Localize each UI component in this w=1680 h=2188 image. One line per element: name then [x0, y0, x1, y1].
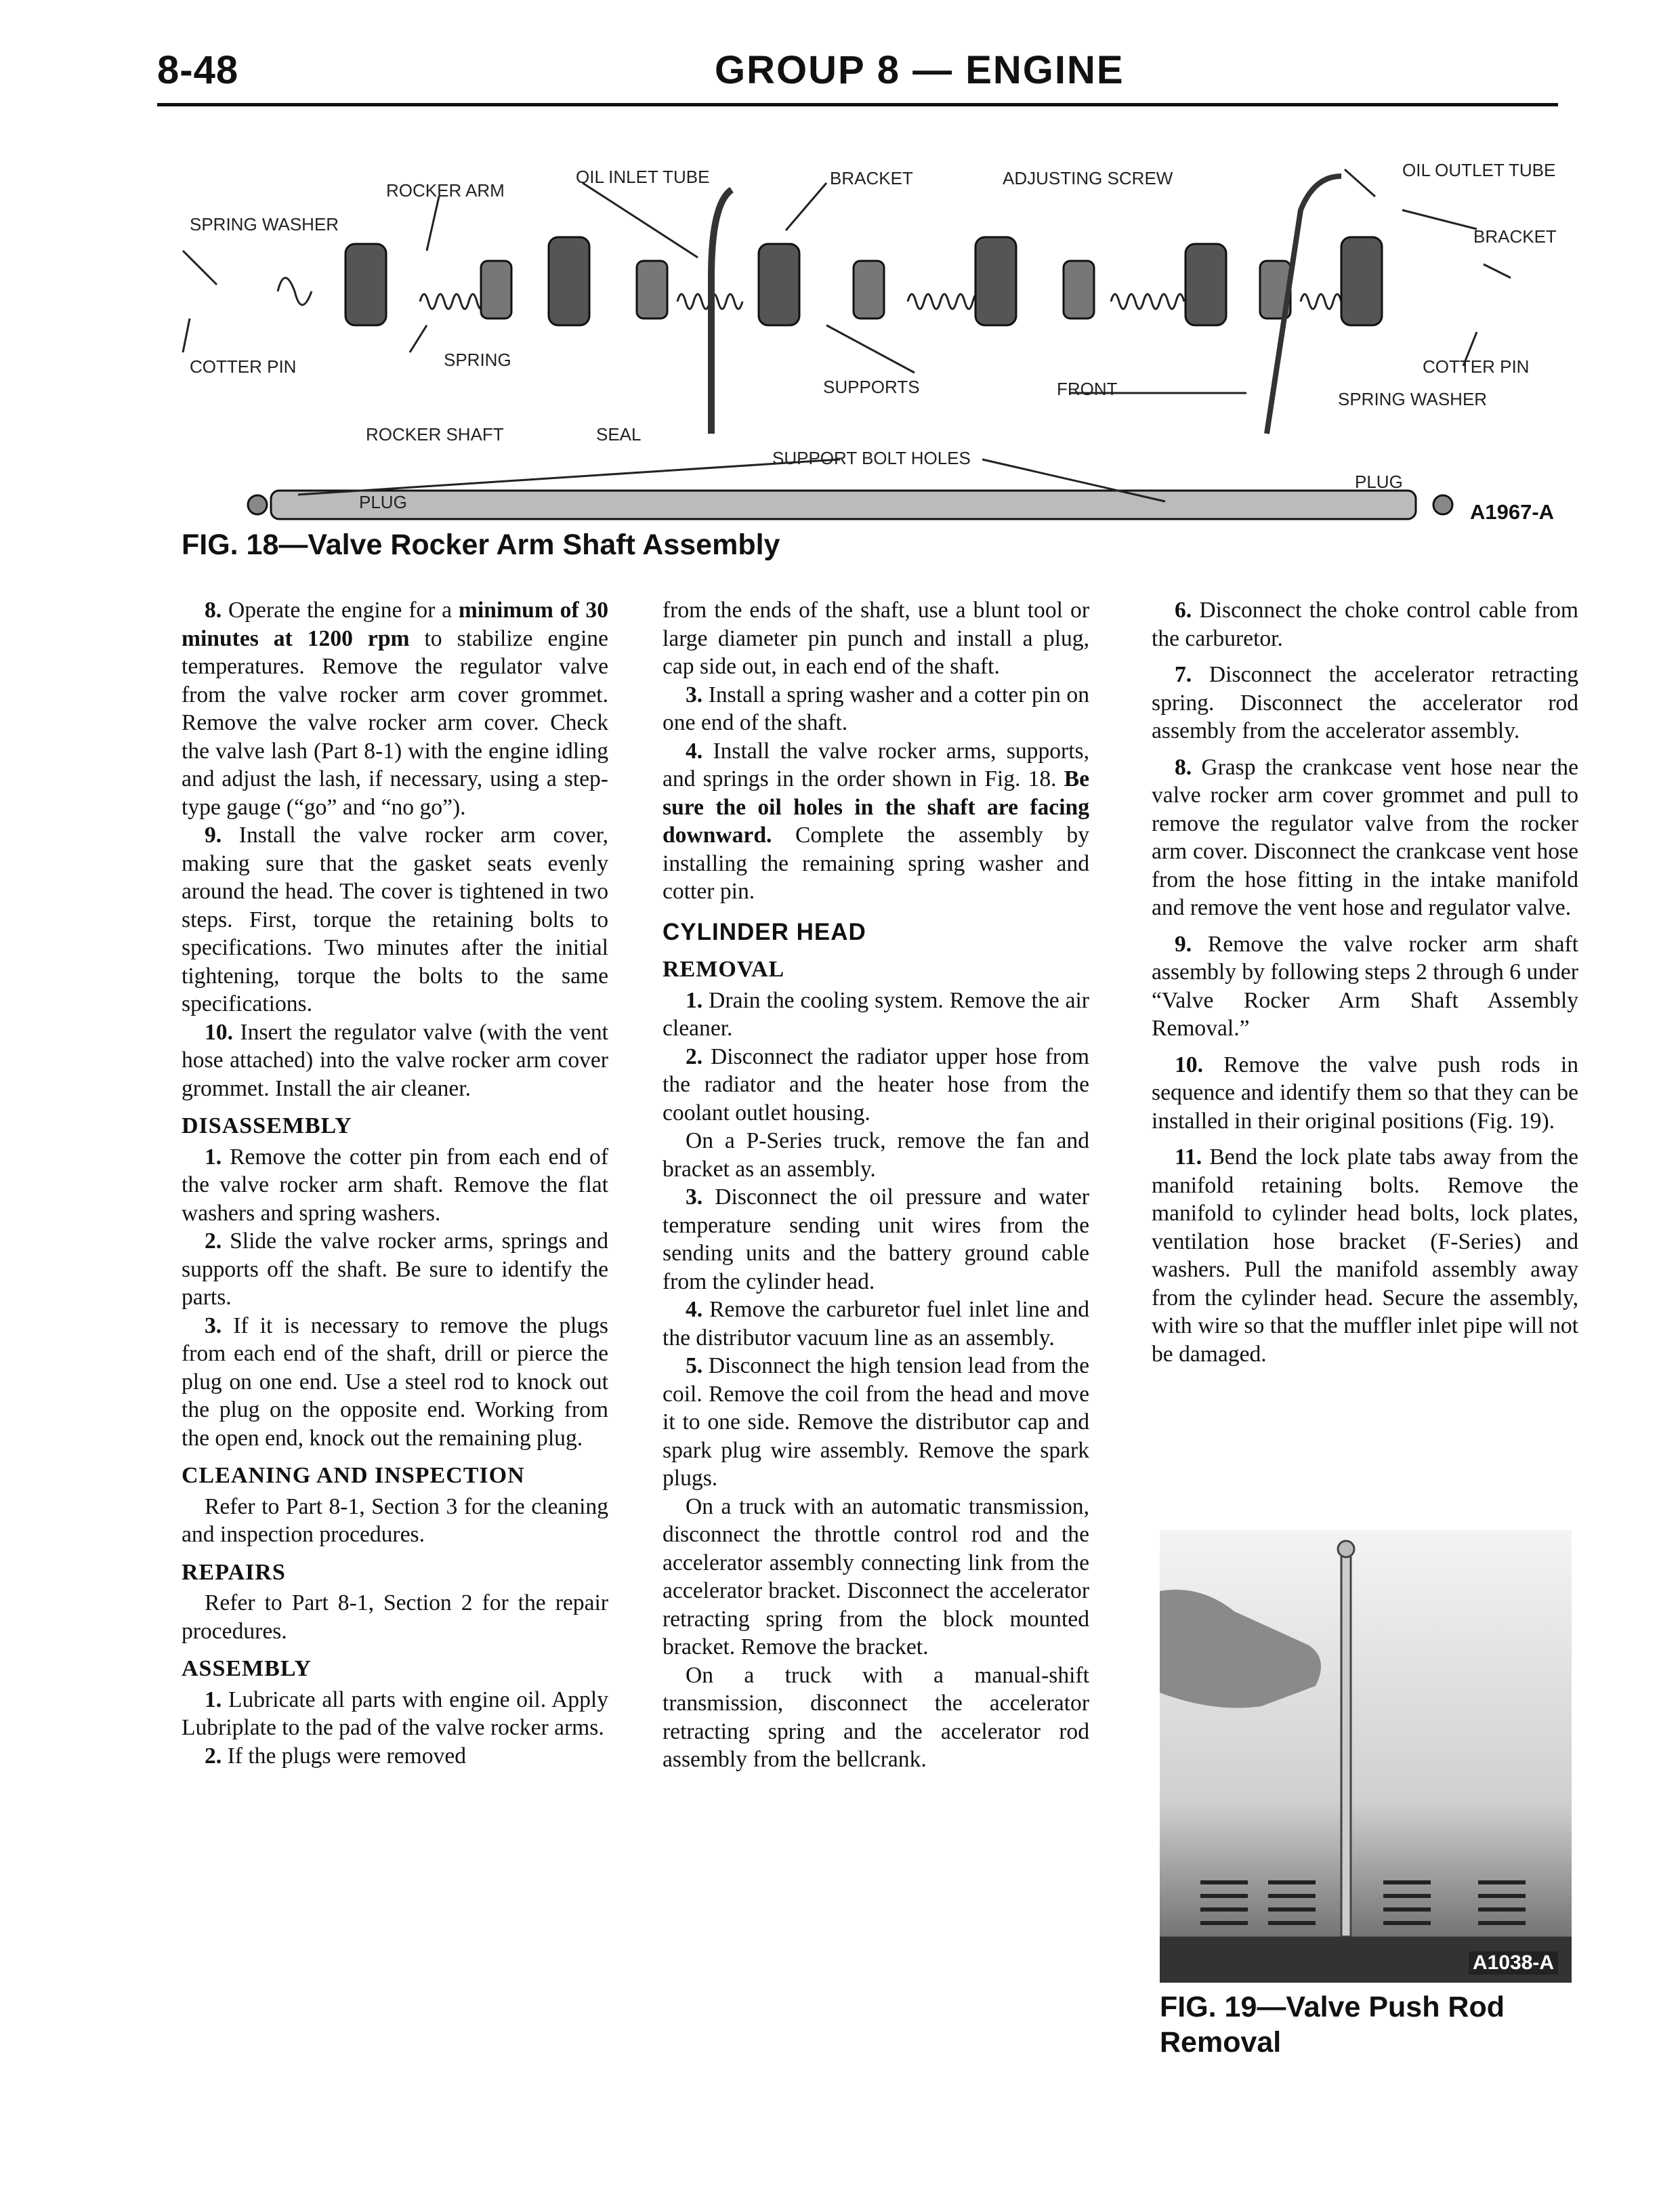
label-support-bolt-holes: SUPPORT BOLT HOLES	[772, 448, 971, 468]
paragraph-assembly-4: 4. Install the valve rocker arms, supports, and springs in the order shown in Fig. 18. Be sure the oil holes in the shaft are facing downward. Complete the assembly by installing the remaining spring washer and cotter pin.	[663, 738, 1089, 904]
paragraph-removal-1: 1. Drain the cooling system. Remove the air cleaner.	[663, 987, 1089, 1041]
paragraph-assembly-3: 3. Install a spring washer and a cotter pin on one end of the shaft.	[663, 682, 1089, 735]
paragraph-cleaning: Refer to Part 8-1, Section 3 for the cleaning and inspection procedures.	[182, 1493, 608, 1547]
paragraph-step-9: 9. Install the valve rocker arm cover, making sure that the gasket seats evenly around the head. The cover is tightened in two steps. First, torque the retaining bolts to specifications. Two minutes after the initial tightening, torque the bolts to the same specifications.	[182, 823, 608, 1016]
page-header-title: GROUP 8 — ENGINE	[715, 48, 1125, 92]
label-rocker-arm: ROCKER ARM	[386, 180, 505, 201]
paragraph-removal-2: 2. Disconnect the radiator upper hose from the radiator and the heater hose from the coolant outlet housing.	[663, 1044, 1089, 1126]
label-rocker-shaft: ROCKER SHAFT	[366, 424, 504, 445]
plug-right	[1433, 495, 1452, 514]
paragraph-disassembly-3: 3. If it is necessary to remove the plugs from each end of the shaft, drill or pierce the plug on one end. Use a steel rod to knock out the plug on the opposite end. Working from the open end, knock out the remaining plug.	[182, 1313, 608, 1451]
label-spring-washer-left: SPRING WASHER	[190, 214, 339, 234]
paragraph-removal-5c: On a truck with a manual-shift transmission, disconnect the accelerator retracting spring and the accelerator rod assembly from the bellcrank.	[663, 1662, 1089, 1772]
paragraph-repairs: Refer to Part 8-1, Section 2 for the repair procedures.	[182, 1590, 608, 1644]
paragraph-removal-8: 8. Grasp the crankcase vent hose near the valve rocker arm cover grommet and pull to remove the regulator valve from the rocker arm cover. Disconnect the crankcase vent hose from the hose fitting in the intake manifold and remove the vent hose and regulator valve.	[1152, 754, 1578, 920]
paragraph-removal-2b: On a P-Series truck, remove the fan and bracket as an assembly.	[663, 1128, 1089, 1182]
paragraph-removal-10: 10. Remove the valve push rods in sequence and identify them so that they can be installed in their original positions (Fig. 19).	[1152, 1052, 1578, 1134]
fig19-caption: FIG. 19—Valve Push Rod Removal	[1160, 1991, 1505, 2059]
paragraph-removal-7: 7. Disconnect the accelerator retracting spring. Disconnect the accelerator rod assembly from the accelerator assembly.	[1152, 662, 1578, 743]
label-plug-left: PLUG	[359, 492, 407, 512]
fig19-code: A1038-A	[1469, 1952, 1558, 1975]
paragraph-removal-4: 4. Remove the carburetor fuel inlet line and the distributor vacuum line as an assembly.	[663, 1297, 1089, 1350]
paragraph-removal-6: 6. Disconnect the choke control cable from the carburetor.	[1152, 598, 1578, 651]
paragraph-disassembly-2: 2. Slide the valve rocker arms, springs and supports off the shaft. Be sure to identify the parts.	[182, 1229, 608, 1310]
label-spring-washer-right: SPRING WASHER	[1338, 389, 1488, 409]
heading-removal: REMOVAL	[663, 957, 785, 982]
heading-cylinder-head: CYLINDER HEAD	[663, 918, 866, 945]
paragraph-removal-9: 9. Remove the valve rocker arm shaft assembly by following steps 2 through 6 under “Valve Rocker Arm Shaft Assembly Removal.”	[1152, 931, 1578, 1041]
paragraph-step-10: 10. Insert the regulator valve (with the vent hose attached) into the valve rocker arm cover grommet. Install the air cleaner.	[182, 1019, 608, 1101]
label-plug-right: PLUG	[1355, 472, 1403, 492]
paragraph-assembly-2: 2. If the plugs were removed	[205, 1743, 467, 1769]
text-column-3	[1152, 596, 1578, 1368]
paragraph-disassembly-1: 1. Remove the cotter pin from each end of the valve rocker arm shaft. Remove the flat washers and spring washers.	[182, 1144, 608, 1226]
label-cotter-pin-left: COTTER PIN	[190, 356, 297, 377]
page-number: 8-48	[157, 48, 239, 92]
heading-cleaning: CLEANING AND INSPECTION	[182, 1463, 525, 1488]
header-rule	[157, 103, 1558, 106]
oil-inlet-tube	[711, 190, 732, 434]
text-column-2	[663, 596, 1089, 1774]
label-oil-inlet-tube: OIL INLET TUBE	[576, 167, 710, 187]
label-seal: SEAL	[596, 424, 642, 445]
paragraph-removal-5: 5. Disconnect the high tension lead from the coil. Remove the coil from the head and move it to one side. Remove the distributor cap and spark plug wire assembly. Remove the spark plugs.	[663, 1353, 1089, 1491]
fig18-code: A1967-A	[1470, 500, 1555, 524]
paragraph-step-8: 8. Operate the engine for a minimum of 30 minutes at 1200 rpm to stabilize engine temperatures. Remove the regulator valve from the valve rocker arm cover grommet. Remove the valve rocker arm cover. Check the valve lash (Part 8-1) with the engine idling and adjust the lash, if necessary, using a step-type gauge (“go” and “no go”).	[182, 598, 608, 820]
push-rod	[1341, 1550, 1351, 1937]
paragraph-removal-5b: On a truck with an automatic transmission, disconnect the throttle control rod and the accelerator assembly connecting link from the accelerator bracket. Disconnect the accelerator retracting spring from the block mounted bracket. Remove the bracket.	[663, 1493, 1089, 1659]
paragraph-removal-3: 3. Disconnect the oil pressure and water temperature sending unit wires from the sending units and the battery ground cable from the cylinder head.	[663, 1184, 1089, 1294]
fig18-rocker-shaft-diagram	[163, 142, 1572, 556]
plug-left	[248, 495, 267, 514]
rocker-shaft	[271, 491, 1416, 519]
label-adjusting-screw: ADJUSTING SCREW	[1003, 168, 1173, 188]
label-spring: SPRING	[444, 350, 511, 370]
label-supports: SUPPORTS	[823, 377, 920, 397]
label-bracket-top: BRACKET	[830, 168, 913, 188]
label-oil-outlet-tube: OIL OUTLET TUBE	[1402, 160, 1556, 180]
paragraph-assembly-2-cont: from the ends of the shaft, use a blunt tool or large diameter pin punch and install a plug, cap side out, in each end of the shaft.	[663, 598, 1089, 679]
step-number: 8.	[205, 598, 222, 623]
heading-disassembly: DISASSEMBLY	[182, 1113, 352, 1138]
heading-assembly: ASSEMBLY	[182, 1656, 312, 1681]
label-front: FRONT	[1057, 379, 1118, 399]
fig18-caption: FIG. 18—Valve Rocker Arm Shaft Assembly	[182, 529, 780, 561]
label-cotter-pin-right: COTTER PIN	[1423, 356, 1530, 377]
paragraph-removal-11: 11. Bend the lock plate tabs away from the manifold retaining bolts. Remove the manifold to cylinder head bolts, lock plates, ventilation hose bracket (F-Series) and washers. Pull the manifold assembly away from the cylinder head. Secure the assembly, with wire so that the muffler inlet pipe will not be damaged.	[1152, 1144, 1578, 1367]
supports	[481, 261, 1290, 318]
heading-repairs: REPAIRS	[182, 1559, 286, 1585]
text-column-1	[182, 596, 608, 1770]
label-bracket-right: BRACKET	[1473, 226, 1557, 247]
paragraph-assembly-1: 1. Lubricate all parts with engine oil. Apply Lubriplate to the pad of the valve rocker arms.	[182, 1687, 608, 1740]
fig19-push-rod-photo	[1160, 1530, 1572, 1983]
